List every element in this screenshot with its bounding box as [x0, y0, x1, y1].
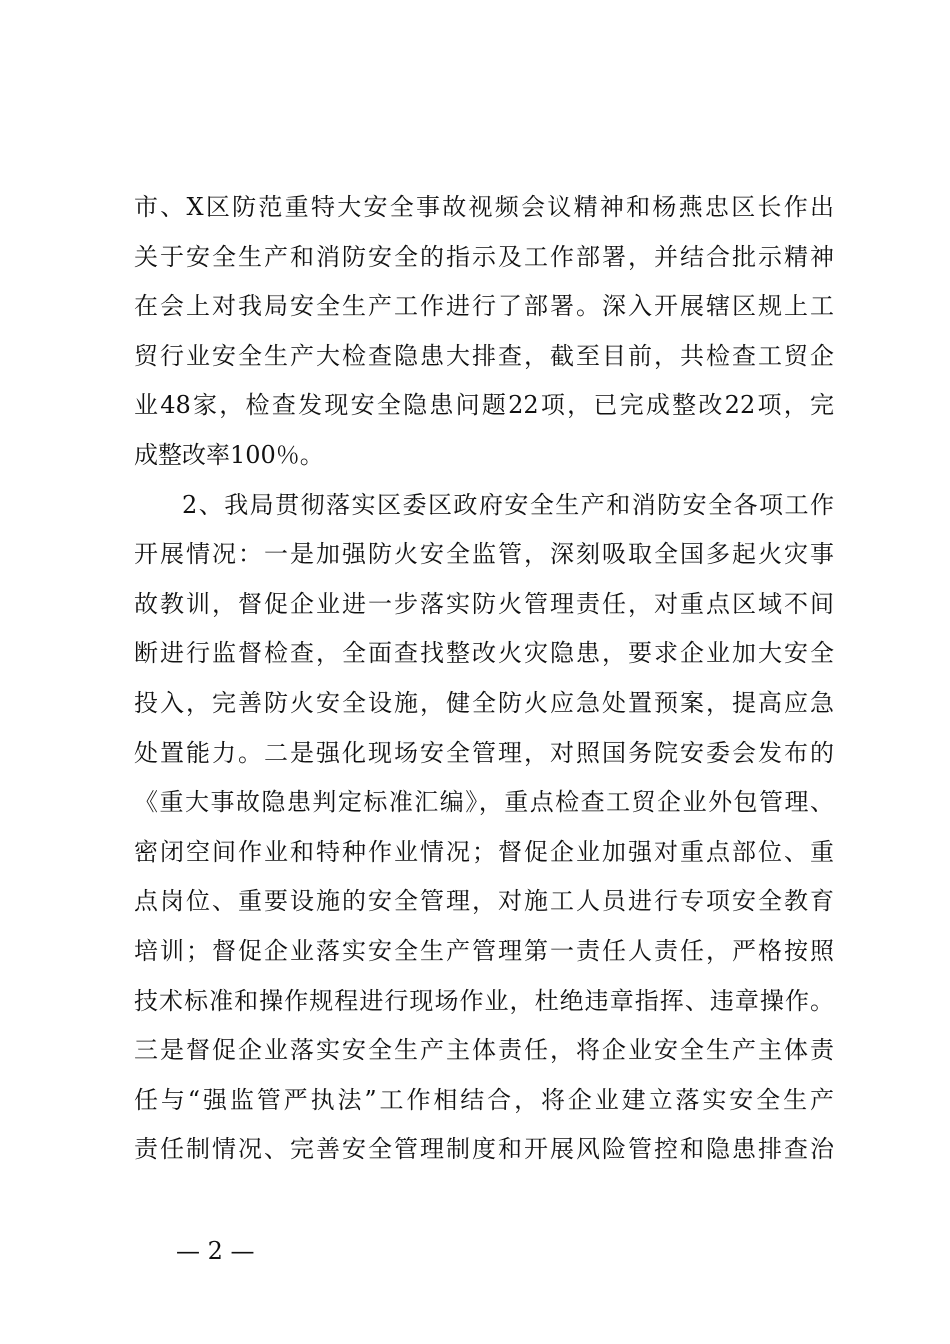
text-line: 断进行监督检查，全面查找整改火灾隐患，要求企业加大安全: [134, 639, 834, 668]
text-line: 三是督促企业落实安全生产主体责任，将企业安全生产主体责: [134, 1036, 834, 1065]
text-line: 成整改率100％。: [134, 440, 324, 469]
text-line: 业48家，检查发现安全隐患问题22项，已完成整改22项，完: [134, 391, 834, 420]
text-line: 在会上对我局安全生产工作进行了部署。深入开展辖区规上工: [134, 292, 834, 321]
text-line: 2、我局贯彻落实区委区政府安全生产和消防安全各项工作: [182, 490, 834, 519]
text-line: 任与“强监管严执法”工作相结合，将企业建立落实安全生产: [134, 1085, 834, 1114]
paragraph-2: [134, 481, 834, 1175]
text-line: 关于安全生产和消防安全的指示及工作部署，并结合批示精神: [134, 242, 834, 271]
text-line: 技术标准和操作规程进行现场作业，杜绝违章指挥、违章操作。: [134, 986, 834, 1015]
text-line: 开展情况：一是加强防火安全监管，深刻吸取全国多起火灾事: [134, 540, 834, 569]
text-line: 责任制情况、完善安全管理制度和开展风险管控和隐患排查治: [134, 1135, 834, 1164]
text-line: 故教训，督促企业进一步落实防火管理责任，对重点区域不间: [134, 589, 834, 618]
text-line: 密闭空间作业和特种作业情况；督促企业加强对重点部位、重: [134, 837, 834, 866]
paragraph-1: [134, 183, 834, 481]
text-line: 处置能力。二是强化现场安全管理，对照国务院安委会发布的: [134, 738, 834, 767]
text-line: 贸行业安全生产大检查隐患大排查，截至目前，共检查工贸企: [134, 341, 834, 370]
page-number: — 2 —: [176, 1237, 255, 1265]
text-line: 市、X区防范重特大安全事故视频会议精神和杨燕忠区长作出: [134, 193, 834, 221]
text-line: 《重大事故隐患判定标准汇编》，重点检查工贸企业外包管理、: [134, 788, 834, 817]
text-line: 投入，完善防火安全设施，健全防火应急处置预案，提高应急: [134, 688, 834, 717]
document-body: [134, 183, 834, 1175]
text-line: 点岗位、重要设施的安全管理，对施工人员进行专项安全教育: [134, 887, 834, 916]
text-line: 培训；督促企业落实安全生产管理第一责任人责任，严格按照: [134, 936, 834, 965]
